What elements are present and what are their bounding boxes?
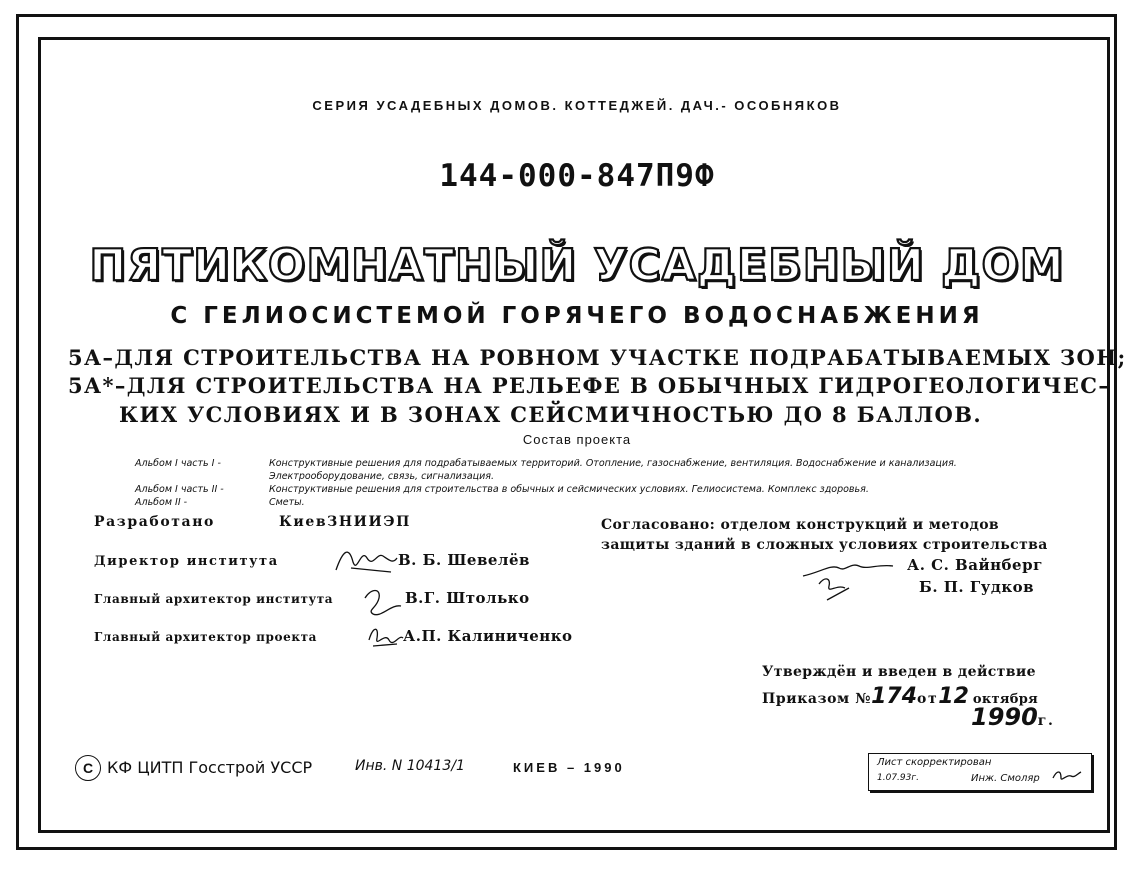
developed-label: Разработано	[94, 514, 216, 530]
director-name: В. Б. Шевелёв	[398, 551, 530, 569]
variant-5a-star-cont: КИХ УСЛОВИЯХ И В ЗОНАХ СЕЙСМИЧНОСТЬЮ ДО 8 БАЛЛОВ.	[119, 402, 983, 427]
institute-architect-signature	[361, 584, 407, 620]
publisher: КФ ЦИТП Госстрой УССР	[107, 758, 313, 777]
album-2-text: Сметы.	[269, 497, 305, 508]
main-title: ПЯТИКОМНАТНЫЙ УСАДЕБНЫЙ ДОМ	[89, 240, 1065, 291]
album-1-part-2-label: Альбом I часть II -	[135, 484, 224, 495]
series-line: СЕРИЯ УСАДЕБНЫХ ДОМОВ. КОТТЕДЖЕЙ. ДАЧ.- ОСОБНЯКОВ	[312, 98, 842, 113]
stamp-engineer: Инж. Смоляр	[971, 773, 1040, 784]
variant-5a: 5А–ДЛЯ СТРОИТЕЛЬСТВА НА РОВНОМ УЧАСТКЕ ПОДРАБАТЫВАЕМЫХ ЗОН;	[68, 345, 1127, 370]
album-1-part-1-text-cont: Электрооборудование, связь, сигнализация.	[269, 471, 495, 482]
project-architect-signature	[363, 620, 407, 654]
approval-year: 1990	[971, 703, 1038, 731]
approval-prefix: Приказом №	[762, 691, 872, 707]
approval-line-1: Утверждён и введен в действие	[762, 664, 1036, 680]
project-architect-name: А.П. Калиниченко	[403, 627, 573, 645]
agreed-line-1: Согласовано: отделом конструкций и методов	[601, 517, 1000, 533]
stamp-signature	[1051, 768, 1083, 784]
agreed-signatures	[801, 554, 901, 604]
album-1-part-1-label: Альбом I часть I -	[135, 458, 221, 469]
director-role: Директор института	[94, 554, 279, 569]
title-sheet	[38, 37, 1127, 833]
album-2-label: Альбом II -	[135, 497, 188, 508]
approval-month: октября	[972, 692, 1039, 707]
composition-title: Состав проекта	[522, 432, 632, 447]
album-1-part-1-text: Конструктивные решения для подрабатываемых территорий. Отопление, газоснабжение, вентиляция. Водоснабжение и канализация.	[269, 458, 957, 469]
agreed-name-2: Б. П. Гудков	[919, 578, 1035, 596]
agreed-line-2: защиты зданий в сложных условиях строительства	[601, 537, 1048, 553]
project-code: 144-000-847П9Ф	[439, 158, 715, 194]
variant-5a-star: 5А*–ДЛЯ СТРОИТЕЛЬСТВА НА РЕЛЬЕФЕ В ОБЫЧНЫХ ГИДРОГЕОЛОГИЧЕС–	[68, 373, 1111, 398]
developed-org: КиевЗНИИЭП	[279, 514, 411, 530]
album-1-part-2-text: Конструктивные решения для строительства в обычных и сейсмических условиях. Гелиосистема. Комплекс здоровья.	[269, 484, 869, 495]
copyright-mark: С	[75, 755, 101, 781]
institute-architect-role: Главный архитектор института	[94, 592, 334, 606]
agreed-name-1: А. С. Вайнберг	[907, 556, 1043, 574]
project-architect-role: Главный архитектор проекта	[94, 630, 318, 644]
approval-year-suffix: г.	[1037, 713, 1055, 729]
correction-stamp	[868, 753, 1092, 791]
inventory-number: Инв. N 10413/1	[355, 758, 465, 774]
subtitle: С ГЕЛИОСИСТЕМОЙ ГОРЯЧЕГО ВОДОСНАБЖЕНИЯ	[170, 303, 984, 329]
approval-day: 12	[938, 684, 969, 709]
approval-number: 174	[871, 684, 918, 709]
stamp-date: 1.07.93г.	[877, 773, 919, 783]
approval-ot: от	[917, 691, 939, 707]
director-signature	[331, 540, 401, 580]
stamp-line-1: Лист скорректирован	[877, 757, 992, 768]
city-year: КИЕВ – 1990	[513, 760, 625, 775]
approval-year-line	[971, 703, 1054, 731]
institute-architect-name: В.Г. Штолько	[405, 589, 530, 607]
